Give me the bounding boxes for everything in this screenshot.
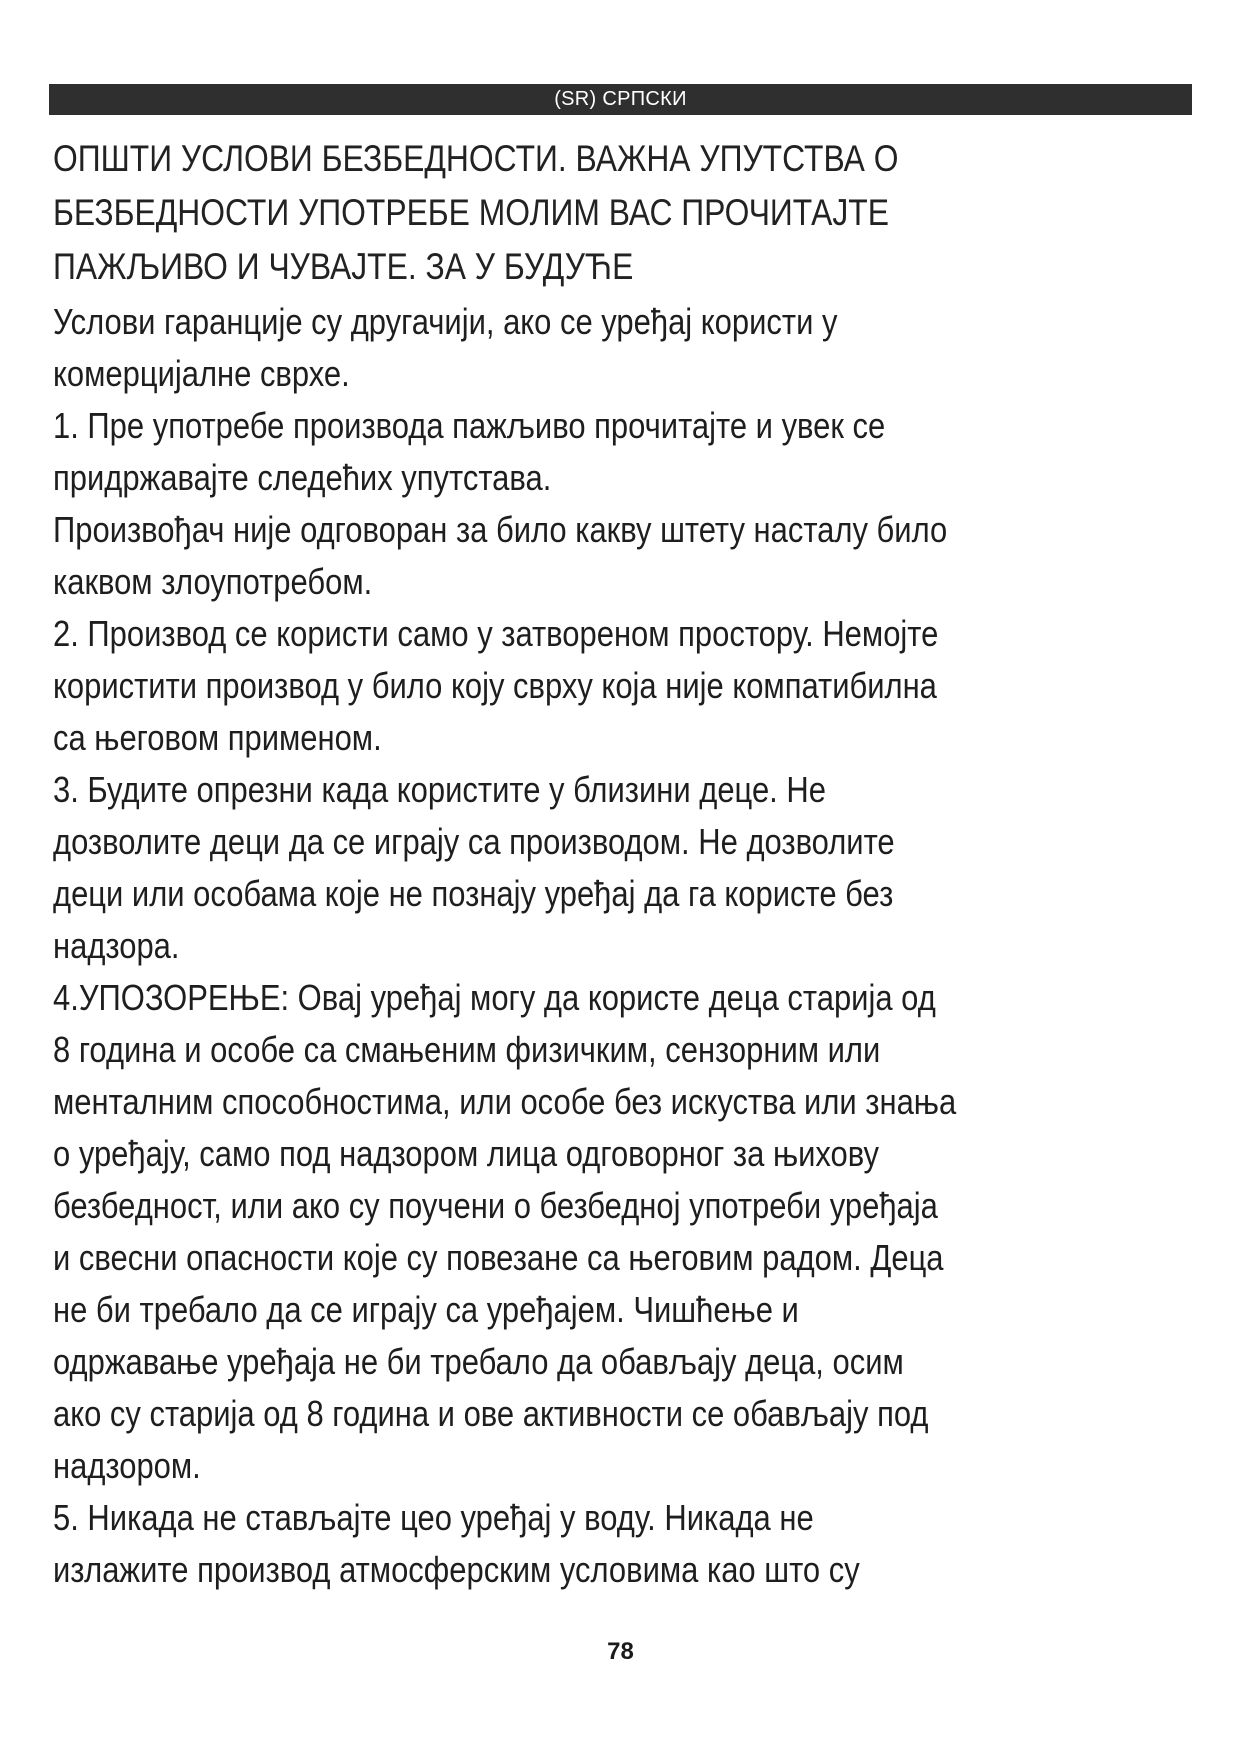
- body-line: одржавање уређаја не би требало да обављају деца, осим: [53, 1341, 904, 1382]
- body-line: 5. Никада не стављајте цео уређај у воду. Никада не: [53, 1497, 814, 1538]
- language-label: (SR) СРПСКИ: [554, 88, 687, 110]
- body-line: каквом злоупотребом.: [53, 561, 373, 602]
- heading-line: БЕЗБЕДНОСТИ УПОТРЕБЕ МОЛИМ ВАС ПРОЧИТАЈТЕ: [53, 192, 889, 233]
- body-line: 2. Производ се користи само у затвореном простору. Немојте: [53, 613, 939, 654]
- body-line: 3. Будите опрезни када користите у близини деце. Не: [53, 769, 826, 810]
- body-line: излажите производ атмосферским условима као што су: [53, 1549, 860, 1590]
- body-line: са његовом применом.: [53, 717, 382, 758]
- body-line: 4.УПОЗОРЕЊЕ: Овај уређај могу да користе деца старија од: [53, 977, 936, 1018]
- heading-line: ОПШТИ УСЛОВИ БЕЗБЕДНОСТИ. ВАЖНА УПУТСТВА О: [53, 138, 899, 179]
- body-line: 1. Пре употребе производа пажљиво прочитајте и увек се: [53, 405, 886, 446]
- page-content: [53, 132, 1203, 1596]
- body-line: деци или особама које не познају уређај да га користе без: [53, 873, 894, 914]
- body-line: о уређају, само под надзором лица одговорног за њихову: [53, 1133, 879, 1174]
- page-number: 78: [607, 1638, 634, 1665]
- body-line: комерцијалне сврхе.: [53, 353, 350, 394]
- body-line: и свесни опасности које су повезане са његовим радом. Деца: [53, 1237, 944, 1278]
- body-line: Услови гаранције су другачији, ако се уређај користи у: [53, 301, 838, 342]
- body-line: користити производ у било коју сврху која није компатибилна: [53, 665, 937, 706]
- body-line: надзора.: [53, 925, 180, 966]
- safety-instructions-body: [53, 296, 1203, 1596]
- body-line: менталним способностима, или особе без искуства или знања: [53, 1081, 957, 1122]
- body-line: не би требало да се играју са уређајем. Чишћење и: [53, 1289, 799, 1330]
- body-line: дозволите деци да се играју са производом. Не дозволите: [53, 821, 895, 862]
- body-line: надзором.: [53, 1445, 201, 1486]
- body-line: Произвођач није одговоран за било какву штету насталу било: [53, 509, 948, 550]
- body-line: 8 година и особе са смањеним физичким, сензорним или: [53, 1029, 881, 1070]
- body-line: безбедност, или ако су поучени о безбедној употреби уређаја: [53, 1185, 938, 1226]
- safety-heading: [53, 132, 1203, 294]
- heading-line: ПАЖЉИВО И ЧУВАЈТЕ. ЗА У БУДУЋЕ: [53, 246, 634, 287]
- body-line: придржавајте следећих упутстава.: [53, 457, 552, 498]
- language-header-bar: [49, 84, 1192, 115]
- body-line: ако су старија од 8 година и ове активности се обављају под: [53, 1393, 929, 1434]
